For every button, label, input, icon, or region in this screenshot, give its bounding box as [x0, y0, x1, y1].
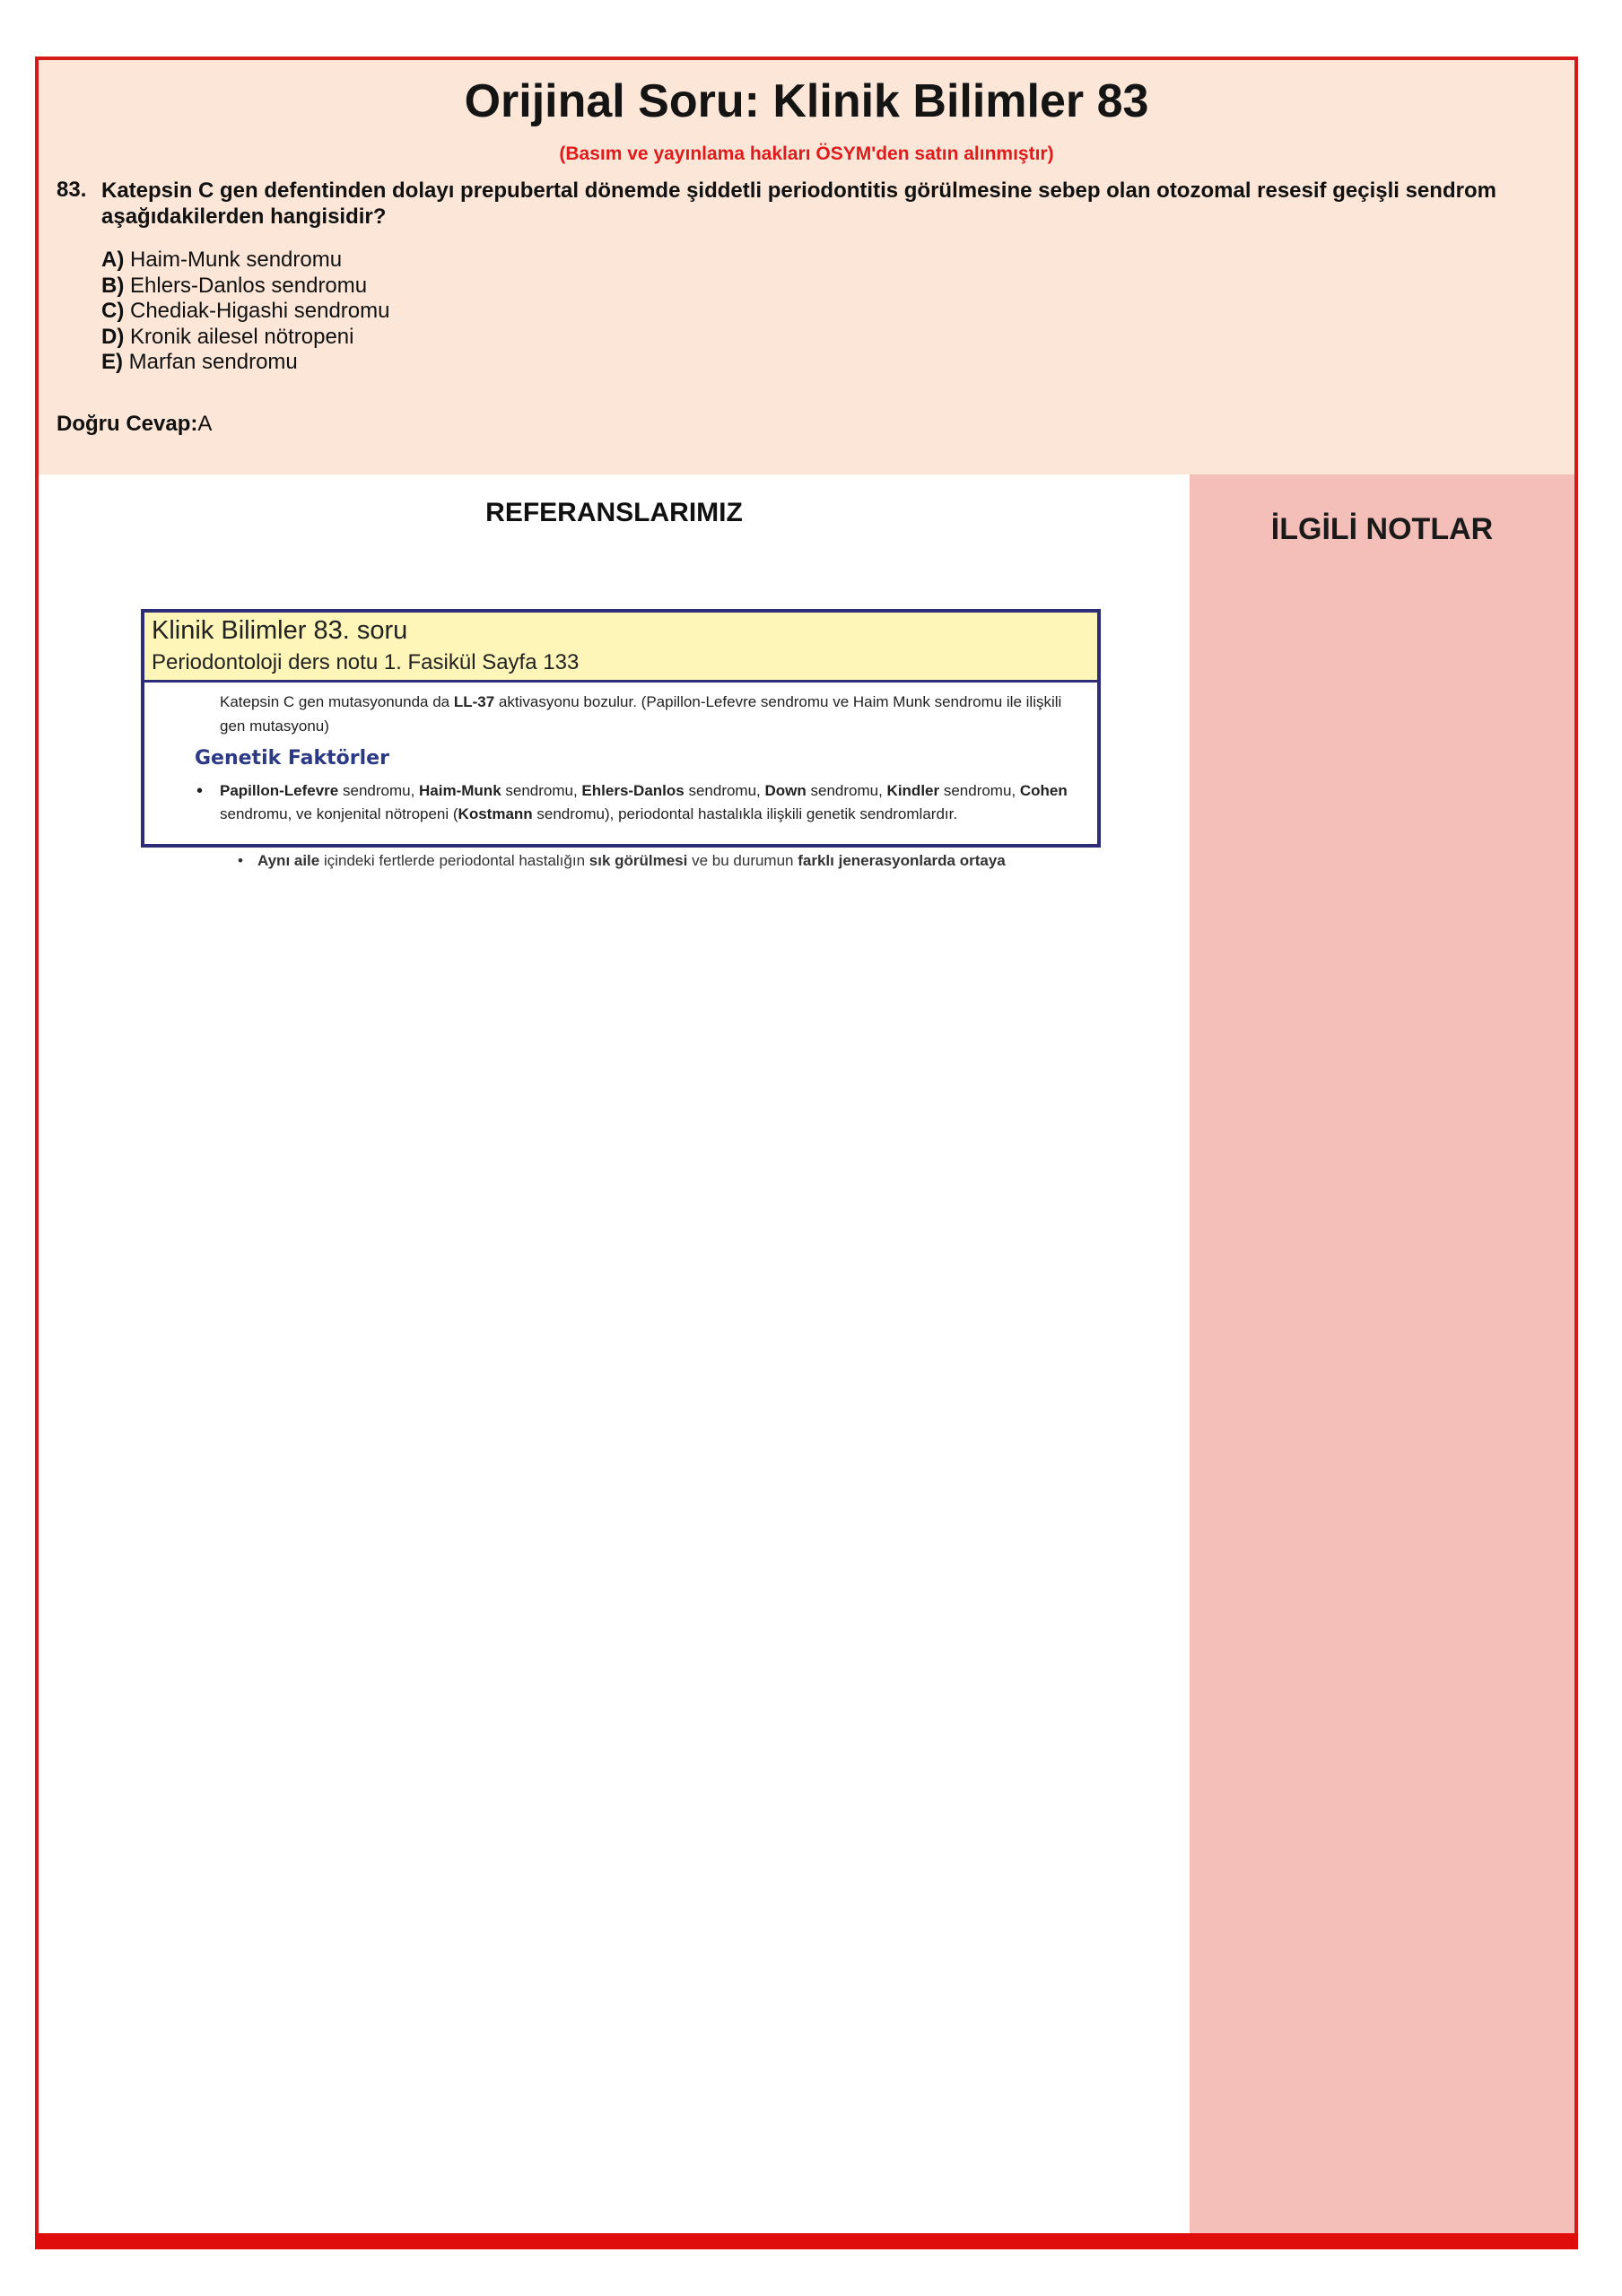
option-letter: E): [101, 350, 123, 374]
ref-text-part: Katepsin C gen mutasyonunda da: [220, 693, 454, 710]
reference-box-header: [144, 613, 1097, 683]
clip-text-bold: Aynı aile: [257, 852, 320, 869]
reference-paragraph: [220, 690, 1081, 738]
bullet-text-part: sendromu,: [939, 782, 1020, 799]
bullet-text: [220, 782, 1068, 822]
related-notes-title: İLGİLİ NOTLAR: [1270, 512, 1494, 546]
reference-bullet: [196, 779, 1081, 826]
bullet-text-bold: Cohen: [1019, 782, 1068, 799]
ref-text-bold: LL-37: [453, 693, 495, 710]
bullet-text-part: sendromu,: [501, 782, 582, 799]
correct-answer-value: A: [197, 412, 213, 436]
page-frame: [35, 57, 1578, 2242]
question-number: 83.: [57, 178, 87, 202]
bullet-text-part: sendromu,: [806, 782, 887, 799]
related-notes-panel: [1190, 474, 1574, 2237]
ref-text-part: aktivasyonu bozulur. (Papillon-Lefevre sendromu ve Haim Munk sendromu ile ilişkili gen mutasyonu): [220, 693, 1062, 735]
bullet-text-bold: Down: [764, 782, 807, 799]
bullet-text-part: sendromu, ve konjenital nötropeni (: [220, 805, 458, 822]
bullet-text-part: sendromu), periodontal hastalıkla ilişkili genetik sendromlardır.: [532, 805, 958, 822]
option-d: [101, 325, 389, 351]
option-text: Haim-Munk sendromu: [130, 248, 343, 272]
correct-answer-label: Doğru Cevap:: [57, 412, 198, 436]
references-title: REFERANSLARIMIZ: [485, 498, 743, 527]
bullet-text-part: sendromu,: [684, 782, 765, 799]
clip-text-bold: sık görülmesi: [589, 852, 688, 869]
option-text: Chediak-Higashi sendromu: [130, 299, 390, 323]
bullet-dot: •: [196, 781, 204, 801]
bullet-text-bold: Haim-Munk: [419, 782, 501, 799]
option-text: Marfan sendromu: [128, 350, 298, 374]
option-b: [101, 274, 389, 300]
reference-section-title: Genetik Faktörler: [195, 747, 389, 770]
option-letter: A): [101, 248, 125, 272]
option-letter: B): [101, 273, 125, 298]
bullet-text-part: sendromu,: [338, 782, 420, 799]
bullet-text-bold: Kindler: [886, 782, 940, 799]
bullet-text-bold: Ehlers-Danlos: [581, 782, 685, 799]
footer-bar: [35, 2233, 1578, 2249]
answer-options: [101, 248, 389, 376]
reference-clipped-text-bottom: [238, 851, 1099, 867]
clip-text: ve bu durumun: [687, 852, 798, 869]
correct-answer: [57, 412, 212, 437]
page-title: Orijinal Soru: Klinik Bilimler 83: [464, 75, 1149, 127]
option-letter: D): [101, 324, 125, 349]
bullet-text-bold: Papillon-Lefevre: [220, 782, 339, 799]
option-text: Kronik ailesel nötropeni: [130, 324, 354, 349]
copyright-notice: (Basım ve yayınlama hakları ÖSYM'den satın alınmıştır): [559, 144, 1054, 164]
clip-text: içindeki fertlerde periodontal hastalığın: [319, 852, 589, 869]
option-c: [101, 299, 389, 325]
question-section: [39, 60, 1574, 474]
reference-box-title: Klinik Bilimler 83. soru: [152, 616, 408, 645]
question-stem: Katepsin C gen defentinden dolayı prepubertal dönemde şiddetli periodontitis görülmesine sebep olan otozomal resesif geçişli sendrom aşağıdakilerden hangisidir?: [101, 178, 1496, 229]
reference-box: [141, 609, 1101, 848]
reference-box-subtitle: Periodontoloji ders notu 1. Fasikül Sayfa 133: [152, 650, 580, 674]
option-a: [101, 248, 389, 274]
bullet-dot: •: [238, 852, 243, 869]
bullet-text-bold: Kostmann: [458, 805, 533, 822]
option-text: Ehlers-Danlos sendromu: [130, 273, 368, 298]
clip-text-bold: farklı jenerasyonlarda ortaya: [798, 852, 1006, 869]
option-e: [101, 350, 389, 376]
option-letter: C): [101, 299, 125, 323]
